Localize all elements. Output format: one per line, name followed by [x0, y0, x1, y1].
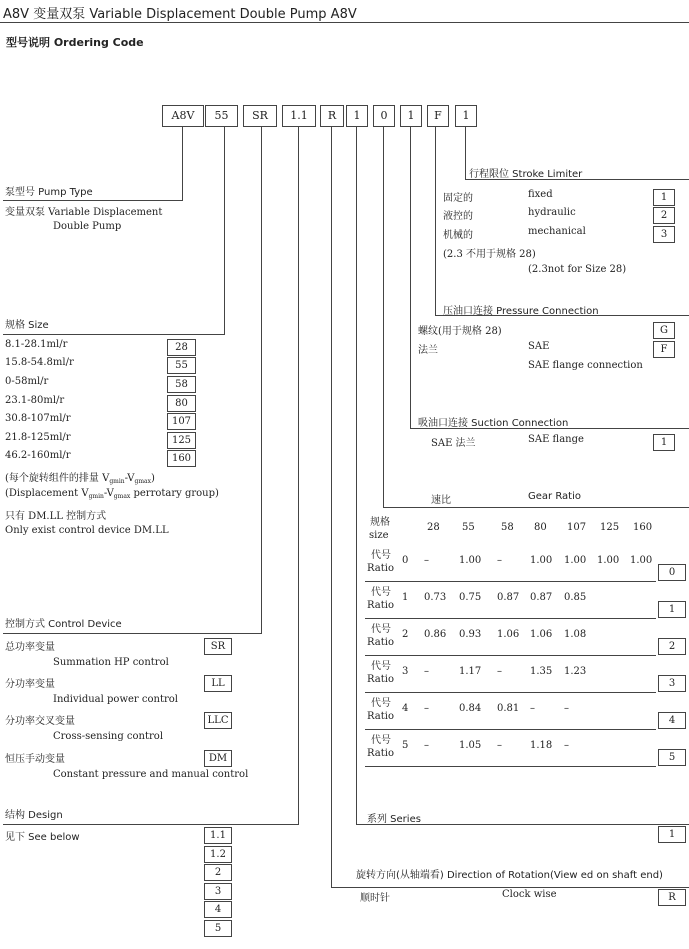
- stroke-row-en: mechanical: [528, 226, 586, 237]
- gear-value: 0.87: [530, 592, 553, 603]
- pressure-row-cn: 螺纹(用于规格 28): [418, 326, 502, 337]
- pressure-heading: 压油口连接 Pressure Connection: [443, 306, 599, 317]
- code-cell-gear: 0: [373, 105, 395, 127]
- gear-label-en: Ratio: [367, 674, 394, 685]
- stroke-row-cn: 机械的: [443, 230, 473, 241]
- size-row-label: 0-58ml/r: [5, 376, 49, 387]
- control-row-cn: 总功率变量: [5, 642, 55, 653]
- code-cell-suction: 1: [400, 105, 422, 127]
- control-row-cn: 分功率交叉变量: [5, 716, 75, 727]
- size-note-en: (Displacement $V_{gmin}-V_{gmax}$ perrotary group): [5, 488, 219, 500]
- gear-row-divider: [365, 581, 656, 582]
- gear-label-cn: 代号: [371, 550, 391, 561]
- gear-value: 1.00: [630, 555, 653, 566]
- gear-value: –: [424, 555, 429, 566]
- stroke-note-en: (2.3not for Size 28): [528, 264, 627, 275]
- size-row-label: 46.2-160ml/r: [5, 450, 71, 461]
- gear-value: 1.23: [564, 666, 587, 677]
- gear-value: 0.81: [497, 703, 520, 714]
- control-row-en: Constant pressure and manual control: [53, 769, 249, 780]
- gear-label-en: Ratio: [367, 748, 394, 759]
- gear-label-en: Ratio: [367, 600, 394, 611]
- stroke-code-box: 2: [653, 207, 675, 224]
- gear-row-divider: [365, 655, 656, 656]
- control-row-cn: 分功率变量: [5, 679, 55, 690]
- pressure-row-en: SAE: [528, 341, 550, 352]
- gear-value: 0.75: [459, 592, 482, 603]
- size-note-dm-en: Only exist control device DM.LL: [5, 525, 169, 536]
- pressure-code-box: F: [653, 341, 675, 358]
- control-code-box: LL: [204, 675, 232, 692]
- gear-size-en: size: [369, 530, 389, 541]
- size-row-label: 23.1-80ml/r: [5, 395, 65, 406]
- series-heading: 系列 Series: [367, 814, 421, 825]
- gear-value: –: [497, 666, 502, 677]
- stroke-note-cn: (2.3 不用于规格 28): [443, 249, 536, 260]
- gear-size-header: 58: [501, 522, 514, 533]
- rotation-cn: 顺时针: [360, 893, 390, 904]
- gear-value: 0.86: [424, 629, 447, 640]
- gear-code-box: 2: [658, 638, 686, 655]
- stroke-code-box: 1: [653, 189, 675, 206]
- leader-control-h: [3, 633, 262, 634]
- gear-value: –: [497, 740, 502, 751]
- stroke-row-cn: 液控的: [443, 211, 473, 222]
- title-divider: [0, 22, 689, 23]
- gear-value: 1.18: [530, 740, 553, 751]
- leader-rotation: [331, 127, 332, 887]
- gear-row-code: 0: [402, 555, 409, 566]
- design-code-box: 4: [204, 901, 232, 918]
- suction-heading: 吸油口连接 Suction Connection: [418, 418, 569, 429]
- control-code-box: DM: [204, 750, 232, 767]
- control-row-en: Individual power control: [53, 694, 178, 705]
- design-code-box: 5: [204, 920, 232, 937]
- gear-value: 1.08: [564, 629, 587, 640]
- stroke-row-en: hydraulic: [528, 207, 576, 218]
- leader-design: [298, 127, 299, 824]
- gear-size-header: 55: [462, 522, 475, 533]
- control-row-en: Cross-sensing control: [53, 731, 164, 742]
- code-cell-series: 1: [346, 105, 368, 127]
- control-row-cn: 恒压手动变量: [5, 754, 65, 765]
- gear-row-divider: [365, 618, 656, 619]
- gear-row-code: 4: [402, 703, 409, 714]
- gear-row-code: 1: [402, 592, 409, 603]
- gear-heading-en: Gear Ratio: [528, 491, 581, 502]
- gear-size-header: 28: [427, 522, 440, 533]
- size-code-box: 160: [167, 450, 196, 467]
- gear-value: –: [497, 555, 502, 566]
- gear-value: 1.00: [564, 555, 587, 566]
- gear-heading-cn: 速比: [431, 495, 451, 506]
- code-cell-a8v: A8V: [162, 105, 204, 127]
- gear-label-cn: 代号: [371, 735, 391, 746]
- gear-code-box: 3: [658, 675, 686, 692]
- leader-gear-h: [383, 507, 689, 508]
- size-row-label: 15.8-54.8ml/r: [5, 357, 74, 368]
- gear-label-cn: 代号: [371, 698, 391, 709]
- leader-size: [224, 127, 225, 334]
- gear-value: 0.85: [564, 592, 587, 603]
- leader-stroke: [465, 127, 466, 179]
- leader-pump-type-h: [3, 200, 183, 201]
- control-code-box: SR: [204, 638, 232, 655]
- gear-size-header: 107: [567, 522, 587, 533]
- stroke-row-cn: 固定的: [443, 193, 473, 204]
- pressure-code-box: G: [653, 322, 675, 339]
- size-code-box: 28: [167, 339, 196, 356]
- gear-row-code: 5: [402, 740, 409, 751]
- code-cell-control: SR: [243, 105, 277, 127]
- gear-row-divider: [365, 729, 656, 730]
- leader-pump-type: [182, 127, 183, 200]
- gear-code-box: 4: [658, 712, 686, 729]
- leader-series: [356, 127, 357, 824]
- gear-row-divider: [365, 766, 656, 767]
- size-row-label: 8.1-28.1ml/r: [5, 339, 68, 350]
- stroke-heading: 行程限位 Stroke Limiter: [469, 169, 583, 180]
- gear-value: 0.93: [459, 629, 482, 640]
- gear-row-code: 2: [402, 629, 409, 640]
- gear-value: 1.00: [597, 555, 620, 566]
- control-heading: 控制方式 Control Device: [5, 619, 122, 630]
- gear-label-cn: 代号: [371, 624, 391, 635]
- code-cell-design: 1.1: [282, 105, 316, 127]
- size-code-box: 125: [167, 432, 196, 449]
- gear-size-header: 125: [600, 522, 620, 533]
- control-row-en: Summation HP control: [53, 657, 169, 668]
- gear-value: 1.17: [459, 666, 482, 677]
- suction-cn: SAE 法兰: [431, 438, 476, 449]
- gear-label-cn: 代号: [371, 587, 391, 598]
- gear-value: –: [564, 703, 569, 714]
- gear-code-box: 5: [658, 749, 686, 766]
- gear-label-en: Ratio: [367, 563, 394, 574]
- gear-value: 0.73: [424, 592, 447, 603]
- code-cell-stroke: 1: [455, 105, 477, 127]
- gear-value: 1.05: [459, 740, 482, 751]
- suction-en: SAE flange: [528, 434, 584, 445]
- leader-design-h: [3, 824, 299, 825]
- rotation-heading: 旋转方向(从轴端看) Direction of Rotation(View ed on shaft end): [356, 870, 663, 881]
- pressure-row-cn: 法兰: [418, 345, 438, 356]
- gear-value: 0.84: [459, 703, 482, 714]
- gear-value: –: [530, 703, 535, 714]
- leader-rotation-h: [331, 887, 689, 888]
- ordering-heading: 型号说明 Ordering Code: [6, 36, 144, 49]
- page-title: A8V 变量双泵 Variable Displacement Double Pump A8V: [3, 7, 357, 22]
- gear-label-cn: 代号: [371, 661, 391, 672]
- gear-value: –: [424, 740, 429, 751]
- rotation-code-box: R: [658, 889, 686, 906]
- gear-label-en: Ratio: [367, 711, 394, 722]
- leader-gear: [383, 127, 384, 507]
- gear-size-header: 80: [534, 522, 547, 533]
- gear-value: 1.35: [530, 666, 553, 677]
- gear-value: –: [424, 666, 429, 677]
- gear-code-box: 0: [658, 564, 686, 581]
- size-row-label: 30.8-107ml/r: [5, 413, 71, 424]
- gear-row-code: 3: [402, 666, 409, 677]
- gear-value: 1.00: [459, 555, 482, 566]
- pump-type-line2: Double Pump: [53, 221, 122, 232]
- stroke-code-box: 3: [653, 226, 675, 243]
- gear-value: 0.87: [497, 592, 520, 603]
- design-code-box: 1.2: [204, 846, 232, 863]
- design-label: 见下 See below: [5, 832, 80, 843]
- series-code-box: 1: [658, 826, 686, 843]
- design-code-box: 1.1: [204, 827, 232, 844]
- gear-code-box: 1: [658, 601, 686, 618]
- pump-type-line1: 变量双泵 Variable Displacement: [5, 207, 163, 218]
- gear-value: –: [564, 740, 569, 751]
- leader-suction: [410, 127, 411, 428]
- gear-size-header: 160: [633, 522, 653, 533]
- design-heading: 结构 Design: [5, 810, 63, 821]
- size-note-cn: (每个旋转组件的排量 $V_{gmin}-V_{gmax}$): [5, 473, 155, 485]
- size-code-box: 107: [167, 413, 196, 430]
- gear-value: 1.06: [530, 629, 553, 640]
- gear-value: 1.06: [497, 629, 520, 640]
- size-heading: 规格 Size: [5, 320, 49, 331]
- gear-label-en: Ratio: [367, 637, 394, 648]
- size-code-box: 55: [167, 357, 196, 374]
- code-cell-size: 55: [205, 105, 238, 127]
- gear-value: 1.00: [530, 555, 553, 566]
- pump-type-heading: 泵型号 Pump Type: [5, 187, 93, 198]
- design-code-box: 2: [204, 864, 232, 881]
- pressure-extra: SAE flange connection: [528, 360, 643, 371]
- stroke-row-en: fixed: [528, 189, 553, 200]
- gear-value: –: [424, 703, 429, 714]
- gear-size-cn: 规格: [370, 517, 390, 528]
- code-cell-rotation: R: [320, 105, 344, 127]
- leader-pressure: [435, 127, 436, 315]
- code-cell-pressure: F: [427, 105, 449, 127]
- size-code-box: 58: [167, 376, 196, 393]
- suction-code-box: 1: [653, 434, 675, 451]
- design-code-box: 3: [204, 883, 232, 900]
- size-row-label: 21.8-125ml/r: [5, 432, 71, 443]
- size-code-box: 80: [167, 395, 196, 412]
- leader-control: [261, 127, 262, 633]
- gear-row-divider: [365, 692, 656, 693]
- rotation-en: Clock wise: [502, 889, 557, 900]
- size-note-dm-cn: 只有 DM.LL 控制方式: [5, 511, 107, 522]
- leader-size-h: [3, 334, 225, 335]
- control-code-box: LLC: [204, 712, 232, 729]
